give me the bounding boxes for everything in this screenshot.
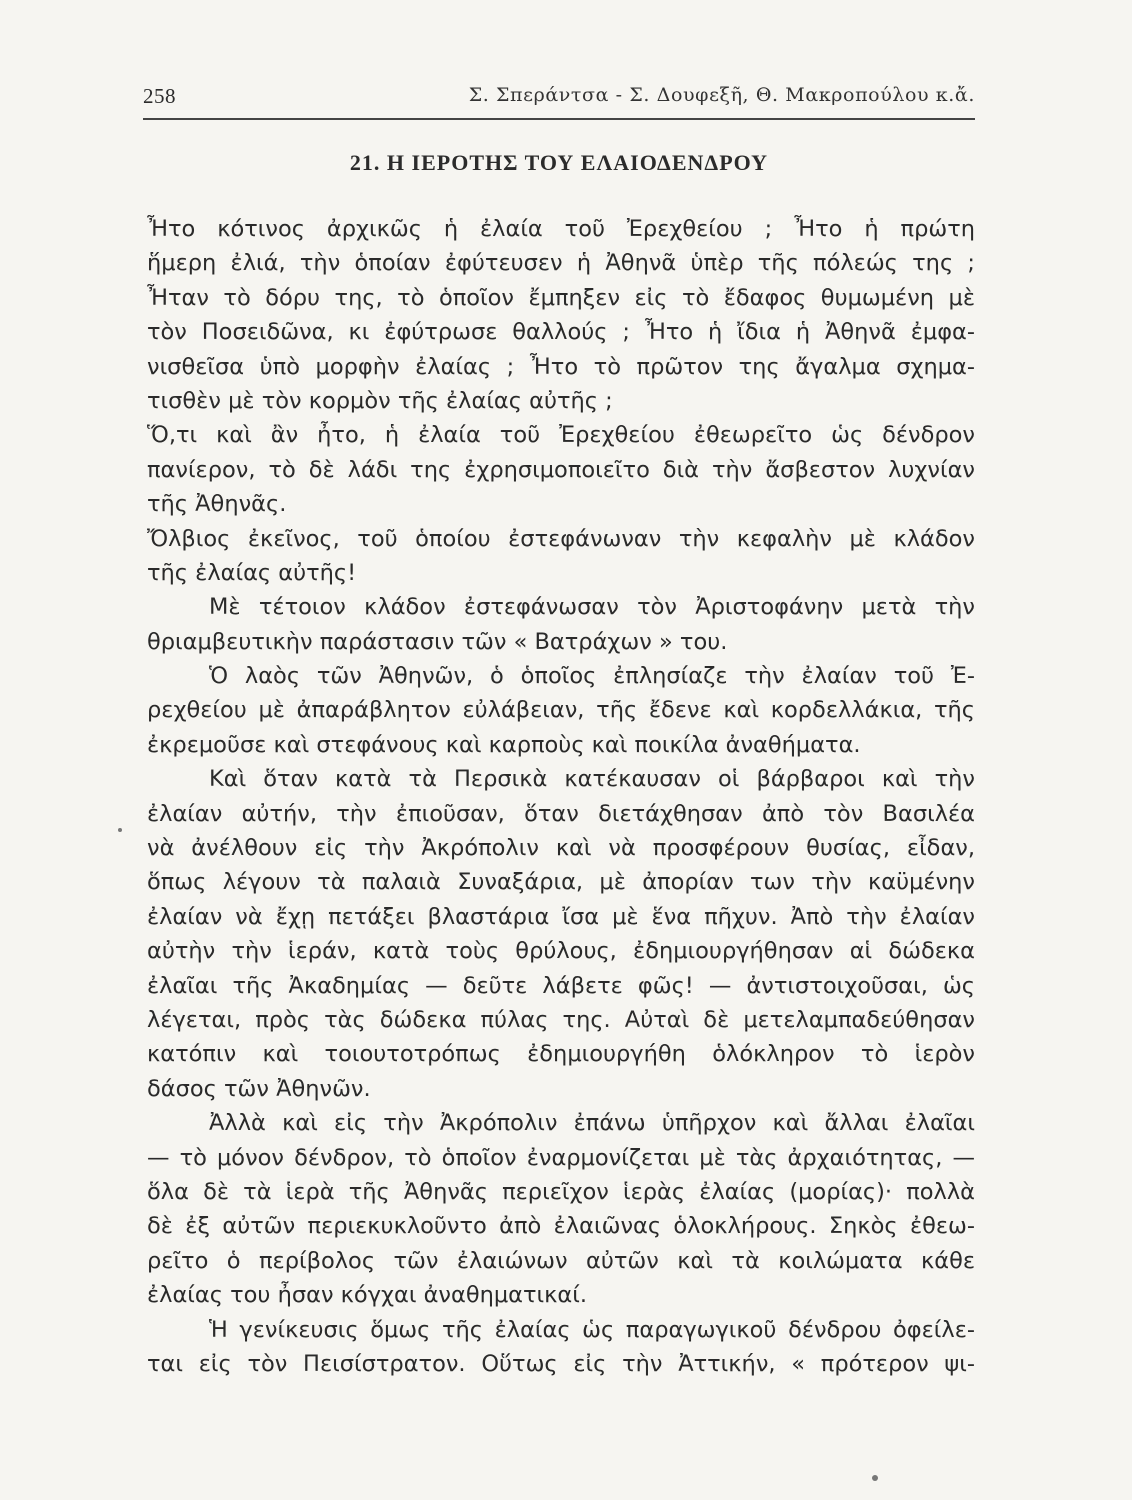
text-line: Καὶ ὅταν κατὰ τὰ Περσικὰ κατέκαυσαν οἱ βάρβαροι καὶ τὴν (209, 766, 975, 793)
text-line: Ἦταν τὸ δόρυ της, τὸ ὁποῖον ἔμπηξεν εἰς τὸ ἔδαφος θυμωμένη μὲ (147, 284, 975, 311)
text-line: κατόπιν καὶ τοιουτοτρόπως ἐδημιουργήθη ὁλόκληρον τὸ ἱερὸν (147, 1041, 975, 1068)
text-line: ὅπως λέγουν τὰ παλαιὰ Συναξάρια, μὲ ἀπορίαν των τὴν καϋμένην (147, 869, 975, 896)
text-line: Ἀλλὰ καὶ εἰς τὴν Ἀκρόπολιν ἐπάνω ὑπῆρχον καὶ ἄλλαι ἐλαῖαι (209, 1110, 975, 1137)
text-line: θριαμβευτικὴν παράστασιν τῶν « Βατράχων » του. (147, 628, 728, 655)
text-line: τῆς ἐλαίας αὐτῆς! (147, 559, 357, 586)
text-line: Ὄλβιος ἐκεῖνος, τοῦ ὁποίου ἐστεφάνωναν τὴν κεφαλὴν μὲ κλάδον (147, 525, 975, 552)
text-line: Ὅ,τι καὶ ἂν ἦτο, ἡ ἐλαία τοῦ Ἐρεχθείου ἐθεωρεῖτο ὡς δένδρον (147, 422, 975, 449)
text-line: τὸν Ποσειδῶνα, κι ἐφύτρωσε θαλλούς ; Ἦτο ἡ ἴδια ἡ Ἀθηνᾶ ἐμφα- (147, 319, 975, 346)
text-line: ἐκρεμοῦσε καὶ στεφάνους καὶ καρποὺς καὶ ποικίλα ἀναθήματα. (147, 731, 861, 758)
text-line: αὐτὴν τὴν ἱεράν, κατὰ τοὺς θρύλους, ἐδημιουργήθησαν αἱ δώδεκα (147, 938, 975, 965)
text-line: — τὸ μόνον δένδρον, τὸ ὁποῖον ἐναρμονίζεται μὲ τὰς ἀρχαιότητας, — (147, 1144, 975, 1171)
text-line: ἐλαῖαι τῆς Ἀκαδημίας — δεῦτε λάβετε φῶς! — ἀντιστοιχοῦσαι, ὡς (147, 972, 975, 999)
paper-speck (872, 1475, 878, 1481)
running-head: Σ. Σπεράντσα - Σ. Δουφεξῆ, Θ. Μακροπούλου κ.ἄ. (468, 84, 975, 106)
text-line: ἐλαίαν νὰ ἔχῃ πετάξει βλαστάρια ἴσα μὲ ἕνα πῆχυν. Ἀπὸ τὴν ἐλαίαν (147, 903, 975, 930)
text-line: τισθὲν μὲ τὸν κορμὸν τῆς ἐλαίας αὐτῆς ; (147, 387, 613, 414)
text-line: ἐλαίαν αὐτήν, τὴν ἐπιοῦσαν, ὅταν διετάχθησαν ἀπὸ τὸν Βασιλέα (147, 800, 975, 827)
page-number: 258 (143, 84, 176, 108)
header-rule (143, 118, 975, 120)
text-line: νισθεῖσα ὑπὸ μορφὴν ἐλαίας ; Ἦτο τὸ πρῶτον της ἄγαλμα σχημα- (147, 353, 975, 380)
text-line: ρεῖτο ὁ περίβολος τῶν ἐλαιώνων αὐτῶν καὶ τὰ κοιλώματα κάθε (147, 1247, 975, 1274)
text-line: Ἦτο κότινος ἀρχικῶς ἡ ἐλαία τοῦ Ἐρεχθείου ; Ἦτο ἡ πρώτη (147, 216, 975, 242)
body-text (147, 212, 975, 1381)
text-line: νὰ ἀνέλθουν εἰς τὴν Ἀκρόπολιν καὶ νὰ προσφέρουν θυσίας, εἶδαν, (147, 835, 975, 862)
text-line: λέγεται, πρὸς τὰς δώδεκα πύλας της. Αὐταὶ δὲ μετελαμπαδεύθησαν (147, 1006, 975, 1033)
text-line: πανίερον, τὸ δὲ λάδι της ἐχρησιμοποιεῖτο διὰ τὴν ἄσβεστον λυχνίαν (147, 456, 975, 483)
text-line: ται εἰς τὸν Πεισίστρατον. Οὕτως εἰς τὴν Ἀττικήν, « πρότερον ψι- (147, 1350, 975, 1377)
text-line: ἥμερη ἐλιά, τὴν ὁποίαν ἐφύτευσεν ἡ Ἀθηνᾶ ὑπὲρ τῆς πόλεώς της ; (147, 250, 975, 277)
text-line: Ὁ λαὸς τῶν Ἀθηνῶν, ὁ ὁποῖος ἐπλησίαζε τὴν ἐλαίαν τοῦ Ἐ- (209, 663, 975, 690)
text-line: δάσος τῶν Ἀθηνῶν. (147, 1075, 371, 1102)
text-line: ὅλα δὲ τὰ ἱερὰ τῆς Ἀθηνᾶς περιεῖχον ἱερὰς ἐλαίας (μορίας)· πολλὰ (147, 1178, 975, 1205)
text-line: Μὲ τέτοιον κλάδον ἐστεφάνωσαν τὸν Ἀριστοφάνην μετὰ τὴν (209, 594, 975, 621)
text-line: δὲ ἐξ αὐτῶν περιεκυκλοῦντο ἀπὸ ἐλαιῶνας ὁλοκλήρους. Σηκὸς ἐθεω- (147, 1213, 975, 1240)
text-line: τῆς Ἀθηνᾶς. (147, 491, 287, 518)
paper-speck (118, 828, 122, 832)
chapter-title: 21. Η ΙΕΡΟΤΗΣ ΤΟΥ ΕΛΑΙΟΔΕΝΔΡΟΥ (349, 150, 769, 175)
text-line: Ἡ γενίκευσις ὅμως τῆς ἐλαίας ὡς παραγωγικοῦ δένδρου ὀφείλε- (209, 1316, 975, 1343)
text-line: ρεχθείου μὲ ἀπαράβλητον εὐλάβειαν, τῆς ἔδενε καὶ κορδελλάκια, τῆς (147, 697, 975, 724)
text-line: ἐλαίας του ἦσαν κόγχαι ἀναθηματικαί. (147, 1282, 588, 1309)
